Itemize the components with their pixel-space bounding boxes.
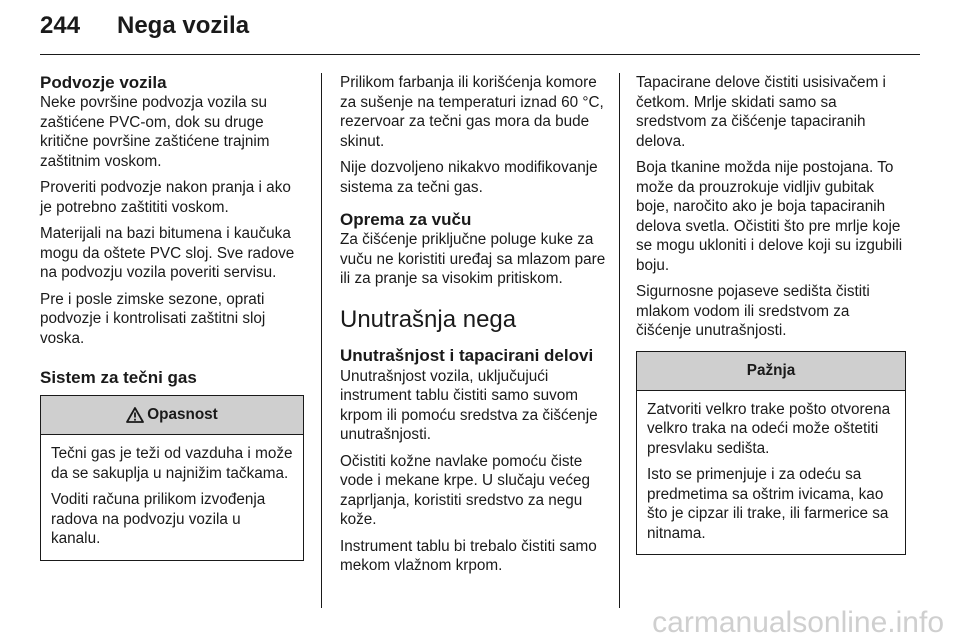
danger-box-body: [41, 435, 303, 560]
paragraph: Nije dozvoljeno nikakvo modifikovanje sistema za tečni gas.: [340, 159, 598, 196]
paragraph: Boja tkanine možda nije postojana. To može da prouzrokuje vidljiv gubitak boje, naročito ako je boja tapaciranih delova svetla. Očistiti što pre mrlje koje se mogu ukloniti i delove koji su izgubili boju.: [636, 159, 903, 274]
column-1: [40, 73, 304, 561]
heading-towing: Oprema za vuču: [340, 210, 472, 229]
paragraph: Sigurnosne pojaseve sedišta čistiti mlakom vodom ili sredstvom za čišćenje unutrašnjosti.: [636, 283, 870, 339]
caution-box-header: [637, 352, 905, 391]
chapter-title: Nega vozila: [117, 12, 250, 39]
column-3: [636, 73, 906, 555]
column-separator: [321, 73, 322, 608]
paragraph: Materijali na bazi bitumena i kaučuka mogu da oštete PVC sloj. Sve radove na podvozju vozila poveriti servisu.: [40, 225, 295, 281]
paragraph: Neke površine podvozja vozila su zaštićene PVC-om, dok su druge kritične površine zaštićene trajnim zaštitnim voskom.: [40, 94, 270, 170]
paragraph: Za čišćenje priključne poluge kuke za vuču ne koristiti uređaj sa mlazom pare ili za pranje sa visokim pritiskom.: [340, 231, 606, 287]
watermark: carmanualsonline.info: [652, 606, 944, 639]
heading-underbody: Podvozje vozila: [40, 73, 167, 92]
warning-triangle-icon: [126, 407, 144, 423]
heading-gas-system: Sistem za tečni gas: [40, 368, 197, 387]
caution-box: [636, 351, 906, 556]
paragraph: Instrument tablu bi trebalo čistiti samo mekom vlažnom krpom.: [340, 537, 597, 574]
column-2: [340, 73, 608, 583]
heading-interior-upholstery: Unutrašnjost i tapacirani delovi: [340, 345, 594, 365]
paragraph: Očistiti kožne navlake pomoću čiste vode i mekane krpe. U slučaju većeg zaprljanja, koristiti sredstvo za negu kože.: [340, 452, 590, 528]
paragraph: Voditi računa prilikom izvođenja radova na podvozju vozila u kanalu.: [51, 491, 266, 547]
caution-box-body: [637, 391, 905, 555]
paragraph: Tapacirane delove čistiti usisivačem i četkom. Mrlje skidati samo sa sredstvom za čišćenje tapaciranih delova.: [636, 74, 886, 150]
paragraph: Prilikom farbanja ili korišćenja komore za sušenje na temperaturi iznad 60 °C, rezervoar za tečni gas mora da bude skinut.: [340, 74, 604, 150]
header-rule: [40, 54, 920, 55]
paragraph: Pre i posle zimske sezone, oprati podvozje i kontrolisati zaštitni sloj voska.: [40, 290, 266, 347]
paragraph: Isto se primenjuje i za odeću sa predmetima sa oštrim ivicama, kao što je cipzar ili trake, ili farmerice sa nitnama.: [647, 466, 889, 542]
caution-box-title: Pažnja: [746, 361, 796, 379]
danger-box-title: Opasnost: [147, 406, 218, 424]
page-header: [40, 12, 249, 40]
heading-interior-care: Unutrašnja nega: [340, 305, 517, 333]
paragraph: Zatvoriti velkro trake pošto otvorena velkro traka na odeći može oštetiti presvlaku sedišta.: [647, 400, 891, 457]
column-separator: [619, 73, 620, 608]
paragraph: Unutrašnjost vozila, uključujući instrument tablu čistiti samo suvom krpom ili pomoću sredstva za čišćenje unutrašnjosti.: [340, 367, 598, 443]
danger-box-header: [41, 396, 303, 435]
paragraph: Proveriti podvozje nakon pranja i ako je potrebno zaštititi voskom.: [40, 179, 291, 216]
danger-box: [40, 395, 304, 561]
page-number: 244: [40, 12, 81, 39]
paragraph: Tečni gas je teži od vazduha i može da se sakuplja u najnižim tačkama.: [51, 445, 293, 482]
